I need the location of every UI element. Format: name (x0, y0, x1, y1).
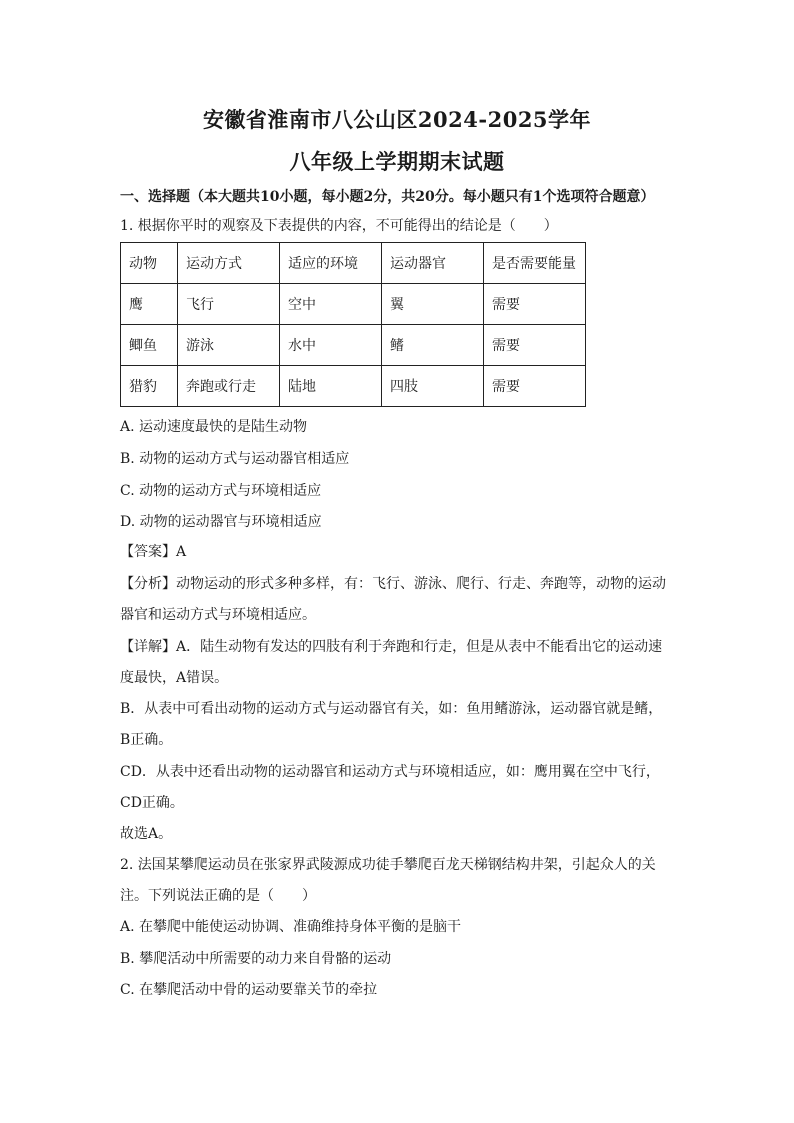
question-1-analysis: 【分析】动物运动的形式多种多样，有：飞行、游泳、爬行、行走、奔跑等，动物的运动 (120, 576, 666, 592)
section-heading: 一、选择题（本大题共10小题，每小题2分，共20分。每小题只有1个选项符合题意） (120, 189, 655, 205)
question-1-detail-b-cont: B正确。 (120, 732, 173, 748)
question-1-stem: 1. 根据你平时的观察及下表提供的内容，不可能得出的结论是（ ） (120, 218, 558, 234)
exam-title-line1: 安徽省淮南市八公山区2024-2025学年 (202, 107, 592, 132)
question-1-analysis-cont: 器官和运动方式与环境相适应。 (120, 607, 316, 623)
question-1-conclusion: 故选A。 (120, 826, 173, 842)
table-cell: 鳍 (382, 325, 484, 366)
table-cell: 陆地 (280, 366, 382, 407)
table-cell: 鲫鱼 (121, 325, 178, 366)
table-header-row (121, 243, 586, 284)
question-1-option-a: A. 运动速度最快的是陆生动物 (120, 419, 308, 435)
table-cell: 需要 (484, 366, 586, 407)
animal-movement-table (120, 242, 586, 407)
question-2-stem: 2. 法国某攀爬运动员在张家界武陵源成功徒手攀爬百龙天梯钢结构井架，引起众人的关 (120, 857, 656, 873)
question-2-option-c: C. 在攀爬活动中骨的运动要靠关节的牵拉 (120, 982, 378, 998)
table-cell: 需要 (484, 325, 586, 366)
question-1-option-b: B. 动物的运动方式与运动器官相适应 (120, 451, 350, 467)
table-header-cell: 动物 (121, 243, 178, 284)
table-cell: 四肢 (382, 366, 484, 407)
table-row (121, 284, 586, 325)
exam-title-line2: 八年级上学期期末试题 (289, 149, 505, 174)
question-1-option-d: D. 动物的运动器官与环境相适应 (120, 514, 322, 530)
table-cell: 空中 (280, 284, 382, 325)
question-2-stem-cont: 注。下列说法正确的是（ ） (120, 888, 316, 904)
table-row (121, 325, 586, 366)
question-1-detail-b: B．从表中可看出动物的运动方式与运动器官有关，如：鱼用鳍游泳，运动器官就是鳍， (120, 701, 663, 717)
table-row (121, 366, 586, 407)
question-1-answer: 【答案】A (120, 544, 187, 560)
table-cell: 水中 (280, 325, 382, 366)
table-header-cell: 运动方式 (178, 243, 280, 284)
table-header-cell: 是否需要能量 (484, 243, 586, 284)
table-header-cell: 适应的环境 (280, 243, 382, 284)
table-cell: 奔跑或行走 (178, 366, 280, 407)
table-cell: 飞行 (178, 284, 280, 325)
question-2-option-b: B. 攀爬活动中所需要的动力来自骨骼的运动 (120, 951, 392, 967)
table-header-cell: 运动器官 (382, 243, 484, 284)
table-cell: 需要 (484, 284, 586, 325)
question-1-detail-cd-cont: CD正确。 (120, 795, 184, 811)
table-cell: 游泳 (178, 325, 280, 366)
question-1-detail: 【详解】A．陆生动物有发达的四肢有利于奔跑和行走，但是从表中不能看出它的运动速 (120, 639, 663, 655)
table-cell: 鹰 (121, 284, 178, 325)
question-1-option-c: C. 动物的运动方式与环境相适应 (120, 483, 322, 499)
question-2-option-a: A. 在攀爬中能使运动协调、准确维持身体平衡的是脑干 (120, 919, 462, 935)
question-1-detail-cd: CD．从表中还看出动物的运动器官和运动方式与环境相适应，如：鹰用翼在空中飞行， (120, 764, 660, 780)
question-1-detail-cont: 度最快，A错误。 (120, 670, 229, 686)
table-cell: 翼 (382, 284, 484, 325)
table-cell: 猎豹 (121, 366, 178, 407)
